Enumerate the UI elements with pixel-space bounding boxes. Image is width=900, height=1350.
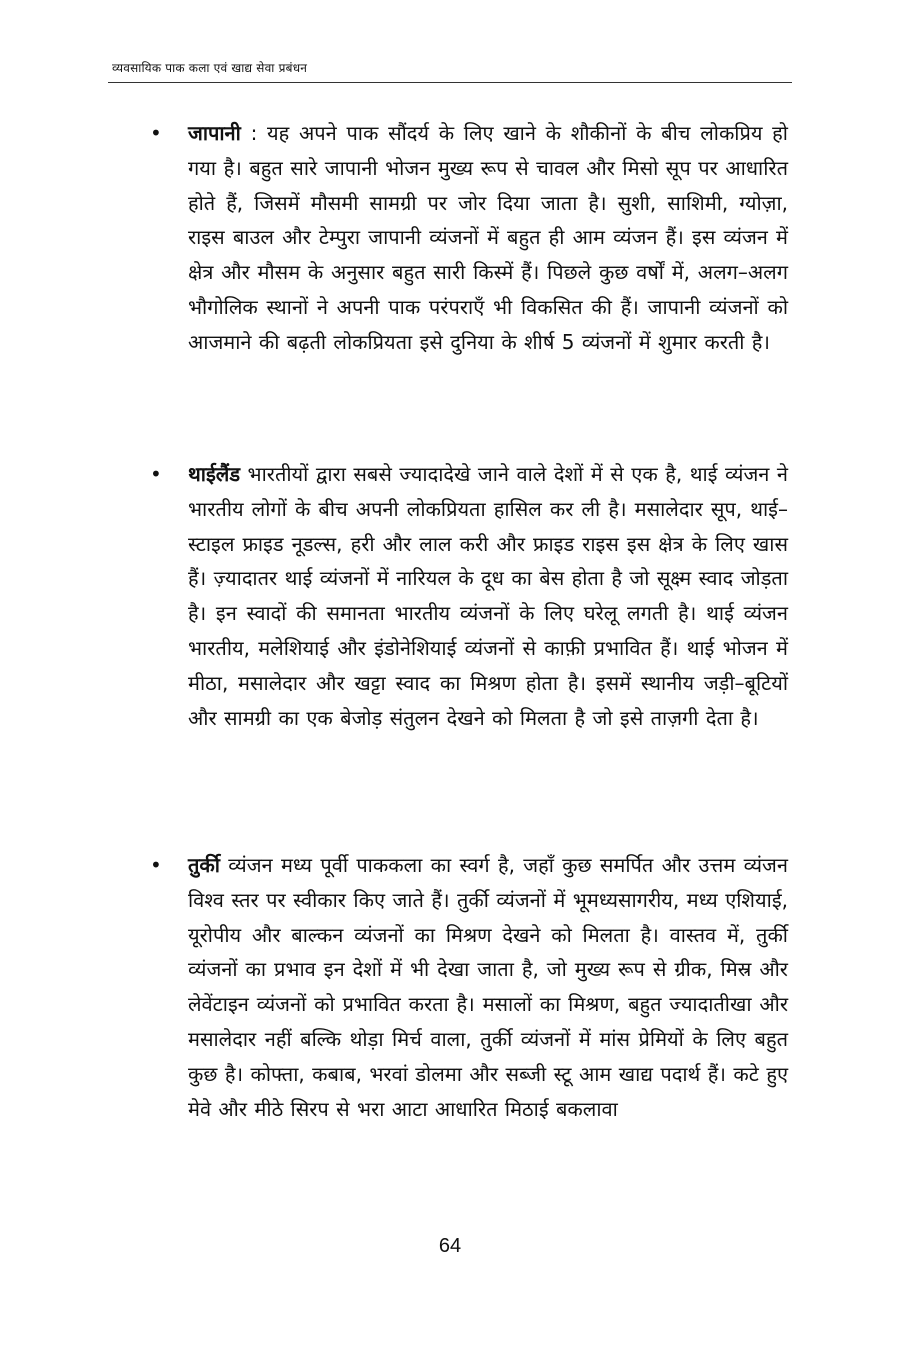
list-item-paragraph [188, 848, 788, 1126]
page-number: 64 [438, 1235, 462, 1257]
list-item-turkey [150, 848, 788, 1126]
bullet-icon: • [150, 121, 162, 145]
item-text: व्यंजन मध्य पूर्वी पाककला का स्वर्ग है, जहाँ कुछ समर्पित और उत्तम व्यंजन विश्व स्तर पर स्वीकार किए जाते हैं। तुर्की व्यंजनों में भूमध्यसागरीय, मध्य एशियाई, यूरोपीय और बाल्कन व्यंजनों का मिश्रण देखने को मिलता है। वास्तव में, तुर्की व्यंजनों का प्रभाव इन देशों में भी देखा जाता है, जो मुख्य रूप से ग्रीक, मिस्र और लेवेंटाइन व्यंजनों को प्रभावित करता है। मसालों का मिश्रण, बहुत ज्यादातीखा और मसालेदार नहीं बल्कि थोड़ा मिर्च वाला, तुर्की व्यंजनों में मांस प्रेमियों के लिए बहुत कुछ है। कोफ्ता, कबाब, भरवां डोलमा और सब्जी स्टू आम खाद्य पदार्थ हैं। कटे हुए मेवे और मीठे सिरप से भरा आटा आधारित मिठाई बकलावा [188, 853, 788, 1121]
item-text: : यह अपने पाक सौंदर्य के लिए खाने के शौकीनों के बीच लोकप्रिय हो गया है। बहुत सारे जापानी भोजन मुख्य रूप से चावल और मिसो सूप पर आधारित होते हैं, जिसमें मौसमी सामग्री पर जोर दिया जाता है। सुशी, साशिमी, ग्योज़ा, राइस बाउल और टेम्पुरा जापानी व्यंजनों में बहुत ही आम व्यंजन हैं। इस व्यंजन में क्षेत्र और मौसम के अनुसार बहुत सारी किस्में हैं। पिछले कुछ वर्षों में, अलग–अलग भौगोलिक स्थानों ने अपनी पाक परंपराएँ भी विकसित की हैं। जापानी व्यंजनों को आजमाने की बढ़ती लोकप्रियता इसे दुनिया के शीर्ष 5 व्यंजनों में शुमार करती है। [188, 121, 788, 354]
item-term: थाईलैंड [188, 462, 241, 486]
bullet-icon: • [150, 462, 162, 486]
item-term: जापानी [188, 121, 241, 145]
item-text: भारतीयों द्वारा सबसे ज्यादादेखे जाने वाले देशों में से एक है, थाई व्यंजन ने भारतीय लोगों के बीच अपनी लोकप्रियता हासिल कर ली है। मसालेदार सूप, थाई–स्टाइल फ्राइड नूडल्स, हरी और लाल करी और फ्राइड राइस इस क्षेत्र के लिए खास हैं। ज़्यादातर थाई व्यंजनों में नारियल के दूध का बेस होता है जो सूक्ष्म स्वाद जोड़ता है। इन स्वादों की समानता भारतीय व्यंजनों के लिए घरेलू लगती है। थाई व्यंजन भारतीय, मलेशियाई और इंडोनेशियाई व्यंजनों से काफ़ी प्रभावित हैं। थाई भोजन में मीठा, मसालेदार और खट्टा स्वाद का मिश्रण होता है। इसमें स्थानीय जड़ी–बूटियों और सामग्री का एक बेजोड़ संतुलन देखने को मिलता है जो इसे ताज़गी देता है। [188, 462, 788, 730]
bullet-icon: • [150, 853, 162, 877]
header-divider [108, 82, 792, 83]
running-header: व्यवसायिक पाक कला एवं खाद्य सेवा प्रबंधन [112, 61, 308, 75]
list-item-japanese [150, 116, 788, 360]
item-term: तुर्की [188, 853, 220, 877]
list-item-thailand [150, 457, 788, 735]
list-item-paragraph [188, 457, 788, 735]
list-item-paragraph [188, 116, 788, 360]
